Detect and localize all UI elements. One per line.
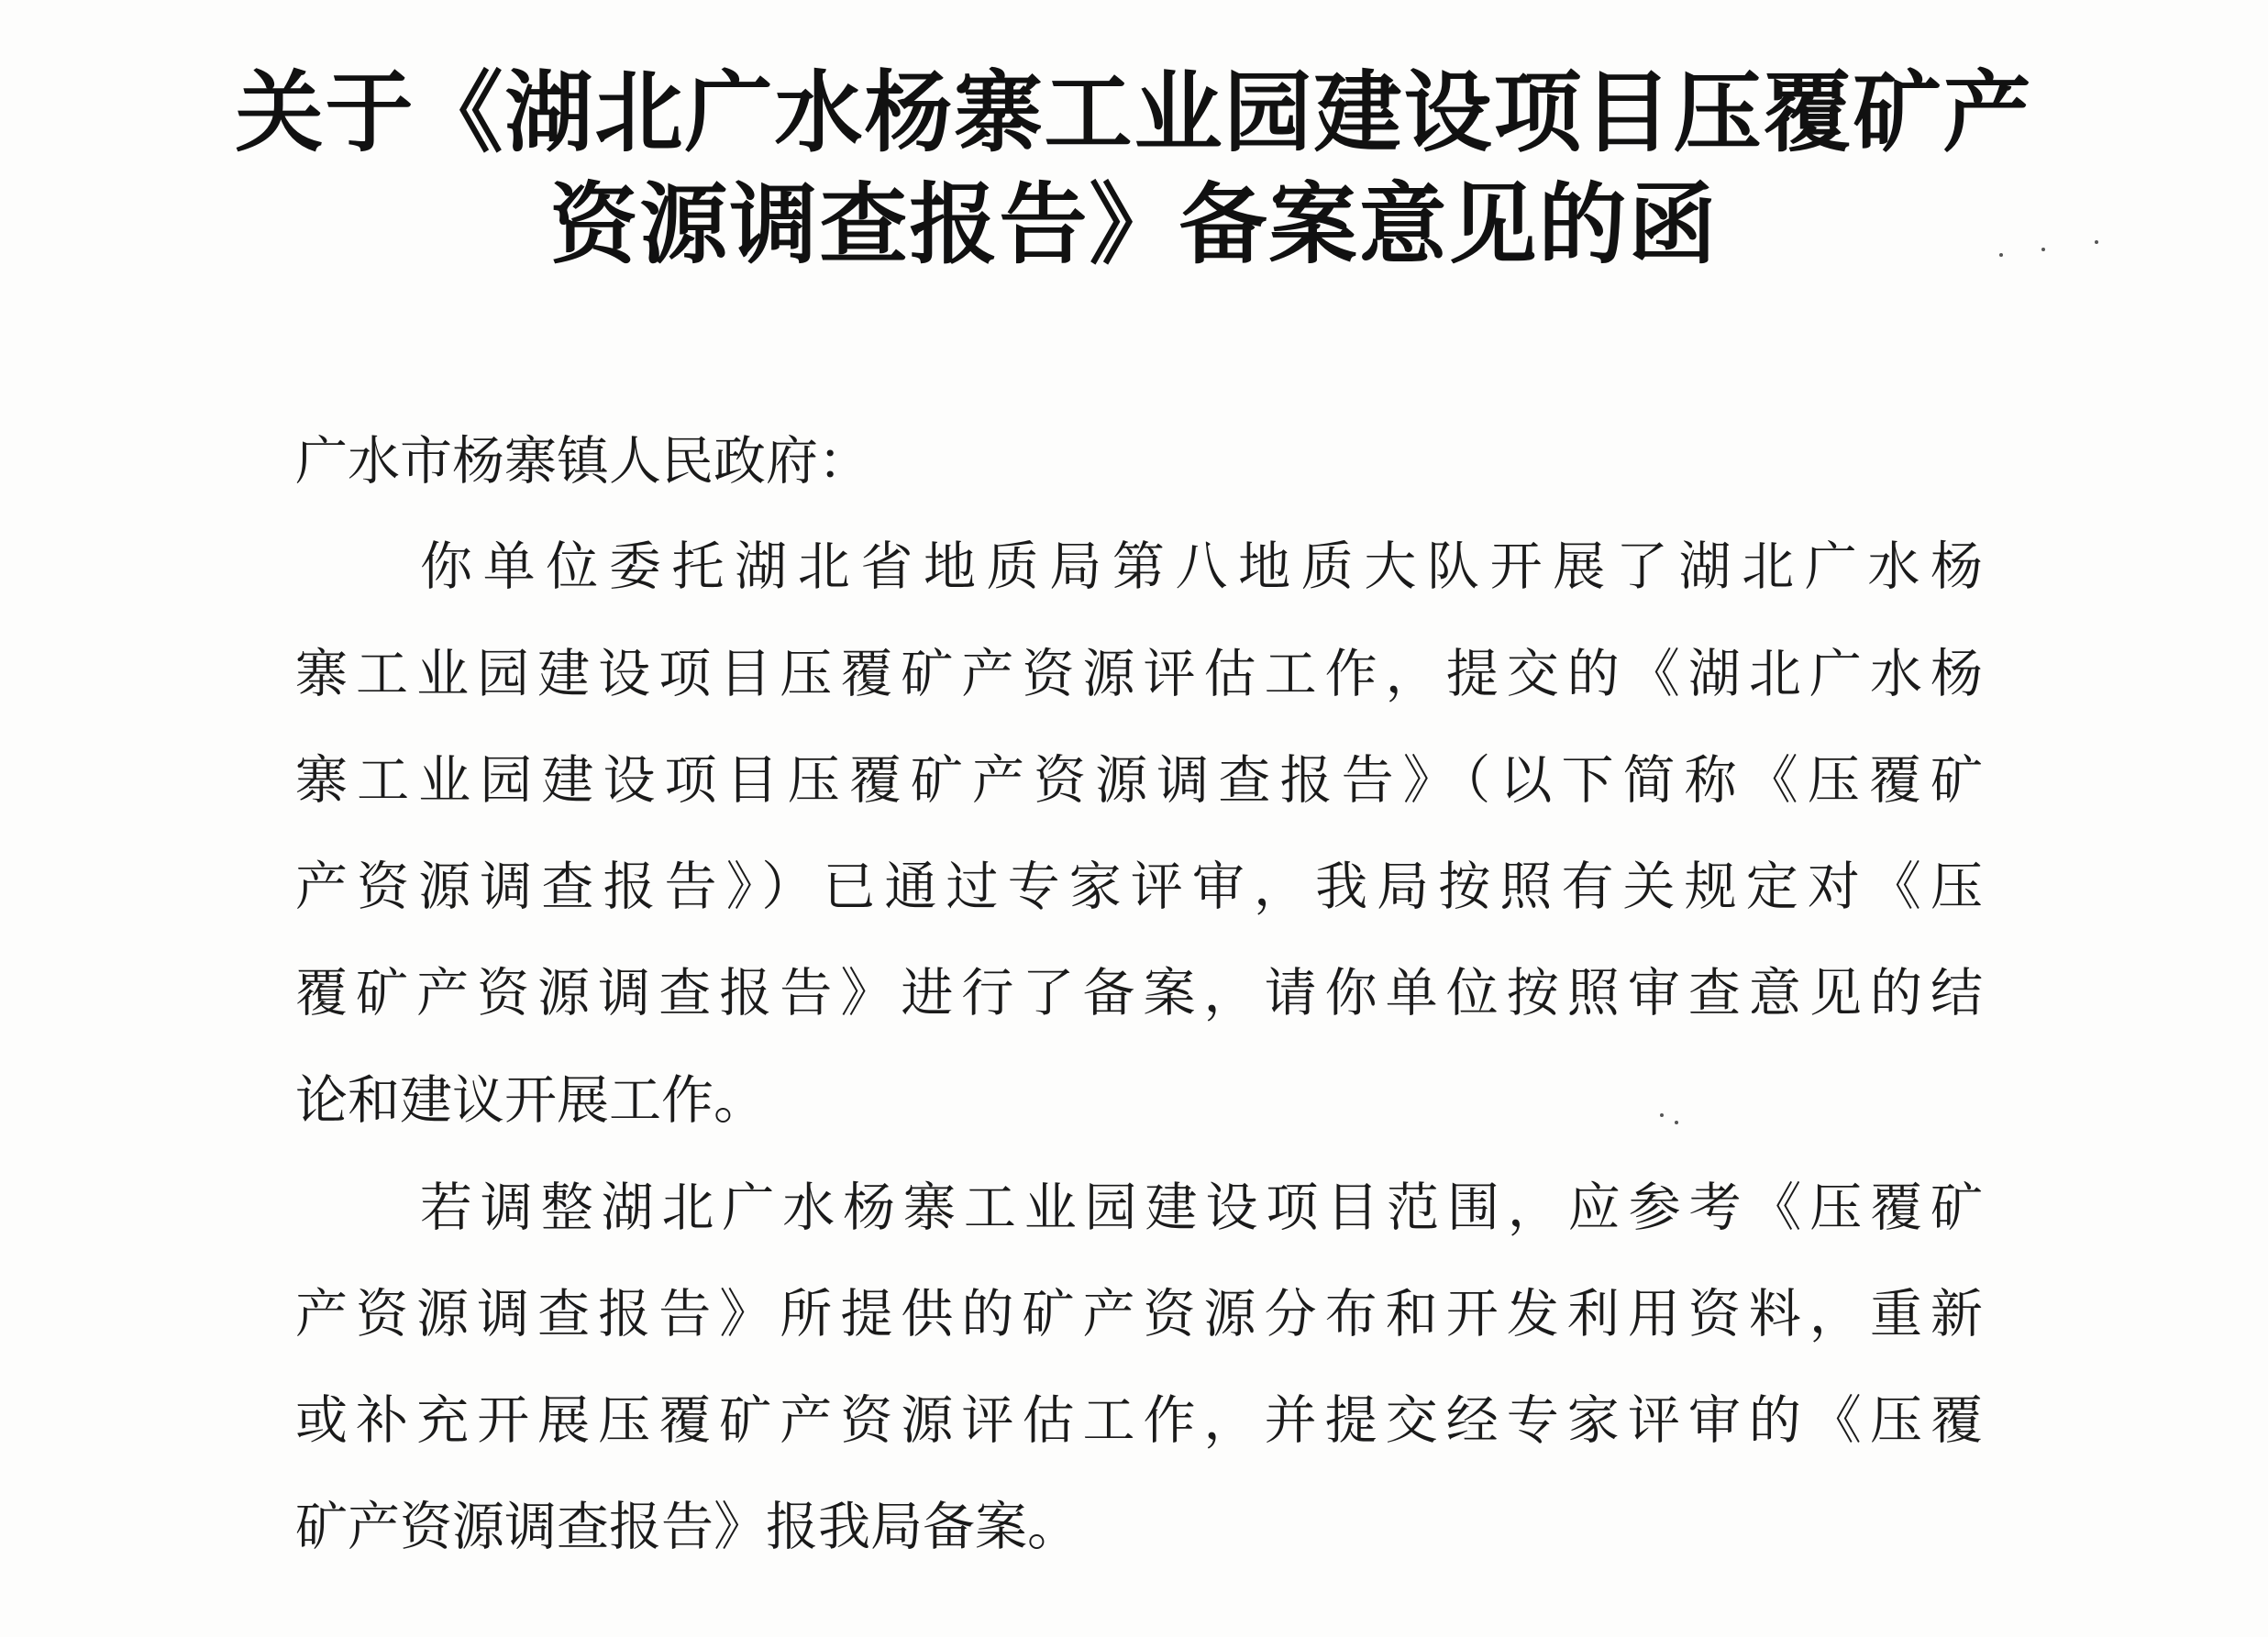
scan-speck	[2041, 248, 2045, 251]
paragraph-1-line-4: 产资源调查报告》）已通过专家评审，我局按照有关规定对《压	[295, 857, 1983, 917]
document-title-line-2: 资源调查报告》备案意见的函	[549, 172, 1719, 276]
paragraph-1-line-6: 论和建议开展工作。	[295, 1070, 766, 1131]
document-title-line-1: 关于《湖北广水杨寨工业园建设项目压覆矿产	[235, 61, 2033, 164]
scan-speck	[2095, 240, 2098, 244]
paragraph-2-line-2: 产资源调查报告》所提供的矿产资源分布和开发利用资料，重新	[295, 1284, 1983, 1344]
paragraph-1-line-2: 寨工业园建设项目压覆矿产资源评估工作，提交的《湖北广水杨	[295, 644, 1983, 704]
paragraph-1-line-3: 寨工业园建设项目压覆矿产资源调查报告》（以下简称《压覆矿	[295, 750, 1983, 811]
paragraph-2-line-4: 矿产资源调查报告》报我局备案。	[295, 1497, 1079, 1557]
paragraph-1-line-1: 你单位委托湖北省地质局第八地质大队开展了湖北广水杨	[420, 536, 1983, 597]
salutation: 广水市杨寨镇人民政府：	[295, 431, 870, 492]
paragraph-2-line-3: 或补充开展压覆矿产资源评估工作，并提交经专家评审的《压覆	[295, 1390, 1983, 1451]
scan-speck	[1675, 1121, 1678, 1124]
paragraph-2-line-1: 若调整湖北广水杨寨工业园建设项目范围，应参考《压覆矿	[420, 1178, 1983, 1238]
scan-speck	[1660, 1113, 1664, 1117]
paragraph-1-line-5: 覆矿产资源调查报告》进行了备案，请你单位按照审查意见的结	[295, 963, 1983, 1023]
scan-speck	[1999, 253, 2003, 257]
